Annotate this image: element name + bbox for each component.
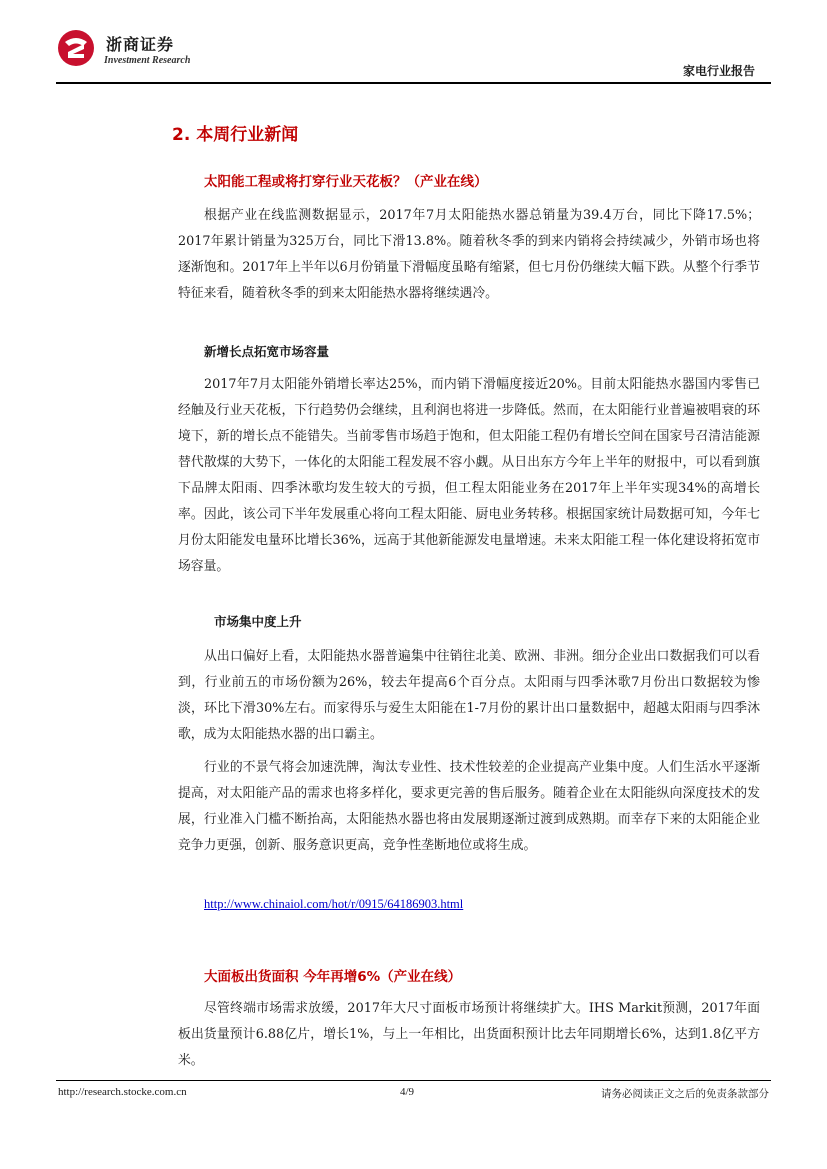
news-solar-paragraph-4: 行业的不景气将会加速洗牌，淘汰专业性、技术性较差的企业提高产业集中度。人们生活水平逐渐提高，对太阳能产品的需求也将多样化，要求更完善的售后服务。随着企业在太阳能纵向深度技术的发展，行业准入门槛不断抬高，太阳能热水器也将由发展期逐渐过渡到成熟期。而幸存下来的太阳能企业竞争力更强，创新、服务意识更高，竞争性垄断地位或将生成。 [178, 760, 760, 853]
footer-website: http://research.stocke.com.cn [58, 1086, 187, 1098]
zheshang-logo-icon [56, 28, 96, 68]
section-title: 2. 本周行业新闻 [172, 125, 299, 145]
report-type-label: 家电行业报告 [682, 64, 755, 78]
news-title-panel: 大面板出货面积 今年再增6%（产业在线） [204, 969, 462, 985]
news-solar-paragraph-3: 从出口偏好上看，太阳能热水器普遍集中往销往北美、欧洲、非洲。细分企业出口数据我们可以看到，行业前五的市场份额为26%，较去年提高6个百分点。太阳雨与四季沐歌7月份出口数据较为惨淡，环比下滑30%左右。而家得乐与爱生太阳能在1-7月份的累计出口量数据中，超越太阳雨与四季沐歌，成为太阳能热水器的出口霸主。 [178, 649, 760, 742]
news-solar-paragraph-2: 2017年7月太阳能外销增长率达25%，而内销下滑幅度接近20%。目前太阳能热水器国内零售已经触及行业天花板，下行趋势仍会继续，且利润也将进一步降低。然而，在太阳能行业普遍被唱衰的环境下，新的增长点不能错失。当前零售市场趋于饱和，但太阳能工程仍有增长空间在国家号召清洁能源替代散煤的大势下，一体化的太阳能工程发展不容小觑。从日出东方今年上半年的财报中，可以看到旗下品牌太阳雨、四季沐歌均发生较大的亏损，但工程太阳能业务在2017年上半年实现34%的高增长率。因此，该公司下半年发展重心将向工程太阳能、厨电业务转移。根据国家统计局数据可知，今年七月份太阳能发电量环比增长36%，远高于其他新能源发电量增速。未来太阳能工程一体化建设将拓宽市场容量。 [178, 377, 760, 574]
header-divider [56, 82, 771, 84]
news-solar-source-link[interactable]: http://www.chinaiol.com/hot/r/0915/64186903.html [204, 897, 464, 911]
page-header [0, 0, 827, 90]
subhead-new-growth: 新增长点拓宽市场容量 [204, 344, 330, 359]
page-number: 4/9 [400, 1086, 415, 1098]
news-solar-paragraph-1: 根据产业在线监测数据显示，2017年7月太阳能热水器总销量为39.4万台，同比下降17.5%；2017年累计销量为325万台，同比下滑13.8%。随着秋冬季的到来内销将会持续减少，外销市场也将逐渐饱和。2017年上半年以6月份销量下滑幅度虽略有缩紧，但七月份仍继续大幅下跌。从整个行季节特征来看，随着秋冬季的到来太阳能热水器将继续遇冷。 [178, 208, 760, 301]
footer-disclaimer: 请务必阅读正文之后的免责条款部分 [601, 1088, 769, 1100]
subhead-market-concentration: 市场集中度上升 [214, 614, 302, 629]
news-panel-paragraph-1: 尽管终端市场需求放缓，2017年大尺寸面板市场预计将继续扩大。IHS Markit预测，2017年面板出货量预计6.88亿片，增长1%，与上一年相比，出货面积预计比去年同期增长6%，达到1.8亿平方米。 [178, 1001, 760, 1068]
logo-chinese-name: 浙商证券 [106, 35, 175, 54]
news-title-solar: 太阳能工程或将打穿行业天花板？（产业在线） [204, 174, 488, 190]
logo-english-name: Investment Research [104, 55, 191, 66]
footer-divider [56, 1080, 771, 1081]
